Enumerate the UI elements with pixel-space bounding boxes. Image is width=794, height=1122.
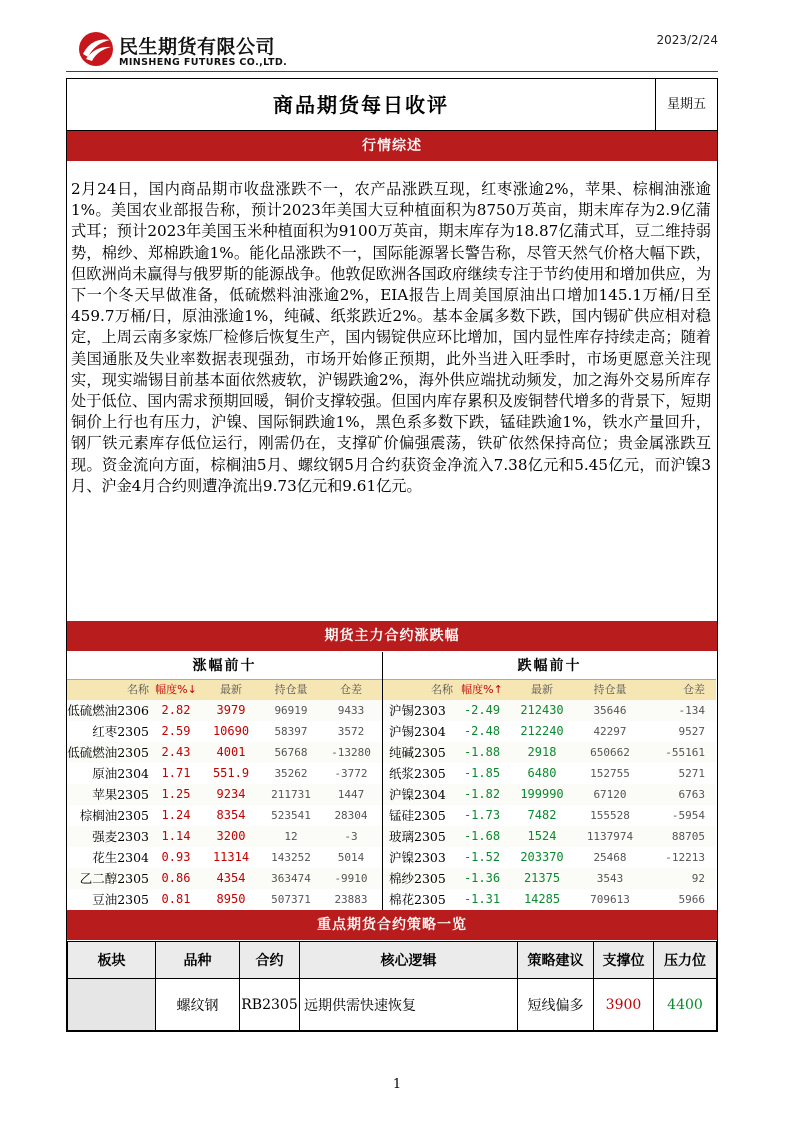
table-row — [67, 721, 382, 742]
contract-name: 棉花2305 — [389, 892, 446, 907]
contract-name: 沪镍2303 — [389, 850, 446, 865]
col-last: 最新 — [220, 683, 242, 696]
col-oi-diff: 仓差 — [340, 683, 362, 696]
page-number: 1 — [392, 1077, 402, 1092]
contract-name: 豆油2305 — [92, 892, 149, 907]
change-pct: 0.86 — [161, 871, 191, 885]
contract-name: 低硫燃油2306 — [67, 703, 149, 718]
last-price: 21375 — [523, 871, 561, 885]
gainers-table — [67, 652, 383, 910]
oi-diff: -55161 — [665, 746, 705, 759]
market-overview-text: 2月24日，国内商品期市收盘涨跌不一，农产品涨跌互现，红枣涨逾2%，苹果、棕榈油涨逾1%。美国农业部报告称，预计2023年美国大豆种植面积为8750万英亩，期末库存为2.9亿蒲式耳；预计2023年美国玉米种植面积为9100万英亩，期末库存为18.87亿蒲式耳，豆二维持弱势，棉纱、郑棉跌逾1%。能化品涨跌不一，国际能源署长警告称，尽管天然气价格大幅下跌，但欧洲尚未赢得与俄罗斯的能源战争。他敦促欧洲各国政府继续专注于节约使用和增加供应，为下一个冬天早做准备，低硫燃料油涨逾2%，EIA报告上周美国原油出口增加145.1万桶/日至459.7万桶/日，原油涨逾1%，纯碱、纸浆跌近2%。基本金属多数下跌，国内锡矿供应相对稳定，上周云南多家炼厂检修后恢复生产，国内锡锭供应环比增加，国内显性库存持续走高；随着美国通胀及失业率数据表现强劲，市场开始修正预期，此外当进入旺季时，市场更愿意关注现实，现实端锡目前基本面依然疲软，沪锡跌逾2%，海外供应端扰动频发，加之海外交易所库存处于低位、国内需求预期回暖，铜价支撑较强。但国内库存累积及废铜替代增多的背景下，短期铜价上行也有压力，沪镍、国际铜跌逾1%，黑色系多数下跌，锰硅跌逾1%，铁水产量回升，钢厂铁元素库存低位运行，刚需仍在，支撑矿价偏强震荡，铁矿依然保持高位；贵金属涨跌互现。资金流向方面，棕榈油5月、螺纹钢5月合约获资金净流入7.38亿元和5.45亿元，而沪镍3月、沪金4月合约则遭净流出9.73亿元和9.61亿元。 — [71, 180, 711, 495]
open-interest: 363474 — [271, 872, 311, 885]
change-pct: 0.93 — [161, 850, 191, 864]
open-interest: 155528 — [590, 809, 630, 822]
report-weekday: 星期五 — [655, 79, 717, 131]
oi-diff: 3572 — [337, 725, 365, 738]
change-pct: 1.71 — [161, 766, 191, 780]
contract-name: 玻璃2305 — [389, 829, 446, 844]
contract-cell: RB2305 — [240, 979, 300, 1031]
strategy-row — [68, 979, 717, 1031]
last-price: 4001 — [216, 745, 246, 759]
oi-diff: 5271 — [678, 767, 705, 780]
contract-name: 红枣2305 — [92, 724, 149, 739]
strategy-header-row — [68, 942, 717, 979]
col-advice: 策略建议 — [518, 942, 594, 979]
table-row — [383, 784, 716, 805]
open-interest: 12 — [284, 830, 298, 843]
table-row — [383, 700, 716, 721]
col-change: 幅度%↓ — [155, 683, 197, 696]
col-core-logic: 核心逻辑 — [300, 942, 518, 979]
last-price: 6480 — [527, 766, 557, 780]
oi-diff: 5014 — [337, 851, 365, 864]
table-row — [67, 826, 382, 847]
last-price: 9234 — [216, 787, 246, 801]
overview-heading: 行情综述 — [67, 131, 717, 161]
last-price: 4354 — [216, 871, 246, 885]
table-row — [383, 889, 716, 910]
table-row — [383, 763, 716, 784]
oi-diff: -12213 — [665, 851, 705, 864]
oi-diff: -3 — [344, 830, 358, 843]
last-price: 203370 — [520, 850, 564, 864]
oi-diff: -134 — [678, 704, 705, 717]
change-pct: 1.24 — [161, 808, 191, 822]
change-pct: 2.82 — [161, 703, 191, 717]
change-pct: -2.49 — [463, 703, 501, 717]
gainers-title: 涨幅前十 — [67, 652, 382, 680]
last-price: 3200 — [216, 829, 246, 843]
contract-name: 沪锡2304 — [389, 724, 446, 739]
change-pct: -1.52 — [463, 850, 501, 864]
last-price: 1524 — [527, 829, 557, 843]
support-cell: 3900 — [594, 979, 654, 1031]
open-interest: 42297 — [593, 725, 627, 738]
change-pct: -1.85 — [463, 766, 501, 780]
report-date: 2023/2/24 — [656, 33, 718, 47]
open-interest: 3543 — [596, 872, 624, 885]
open-interest: 96919 — [274, 704, 308, 717]
strategy-heading: 重点期货合约策略一览 — [67, 910, 717, 940]
oi-diff: 9527 — [678, 725, 705, 738]
company-logo — [77, 30, 317, 72]
col-open-interest: 持仓量 — [274, 683, 308, 696]
contract-name: 原油2304 — [92, 766, 149, 781]
contract-name: 强麦2303 — [92, 829, 149, 844]
last-price: 11314 — [212, 850, 250, 864]
core-logic-cell: 远期供需快速恢复 — [300, 979, 518, 1031]
col-open-interest: 持仓量 — [593, 683, 627, 696]
contract-name: 苹果2305 — [92, 787, 149, 802]
last-price: 8354 — [216, 808, 246, 822]
oi-diff: -3772 — [334, 767, 368, 780]
contract-name: 花生2304 — [92, 850, 149, 865]
variety-cell: 螺纹钢 — [156, 979, 240, 1031]
oi-diff: 1447 — [337, 788, 365, 801]
col-support: 支撑位 — [594, 942, 654, 979]
change-pct: -1.88 — [463, 745, 501, 759]
report-frame — [66, 78, 718, 1032]
contract-name: 棉纱2305 — [389, 871, 446, 886]
oi-diff: 92 — [691, 872, 705, 885]
open-interest: 152755 — [590, 767, 630, 780]
strategy-table — [67, 941, 717, 1031]
gainers-rows — [67, 700, 382, 910]
change-pct: 0.81 — [161, 892, 191, 906]
open-interest: 650662 — [590, 746, 630, 759]
contract-name: 乙二醇2305 — [79, 871, 149, 886]
contract-name: 棕榈油2305 — [79, 808, 149, 823]
table-row — [67, 763, 382, 784]
last-price: 212240 — [520, 724, 564, 738]
table-row — [383, 742, 716, 763]
table-row — [67, 742, 382, 763]
losers-column-header — [383, 680, 716, 700]
oi-diff: -9910 — [334, 872, 368, 885]
change-pct: -1.36 — [463, 871, 501, 885]
open-interest: 58397 — [274, 725, 308, 738]
table-row — [383, 826, 716, 847]
oi-diff: -5954 — [671, 809, 705, 822]
oi-diff: 5966 — [678, 893, 705, 906]
oi-diff: 6763 — [678, 788, 705, 801]
last-price: 7482 — [527, 808, 557, 822]
oi-diff: 9433 — [337, 704, 365, 717]
oi-diff: -13280 — [331, 746, 371, 759]
table-row — [383, 868, 716, 889]
last-price: 14285 — [523, 892, 561, 906]
change-pct: -1.73 — [463, 808, 501, 822]
open-interest: 35646 — [593, 704, 627, 717]
open-interest: 1137974 — [586, 830, 634, 843]
last-price: 199990 — [520, 787, 564, 801]
table-row — [383, 805, 716, 826]
last-price: 10690 — [212, 724, 250, 738]
losers-table — [383, 652, 716, 910]
change-pct: -2.48 — [463, 724, 501, 738]
open-interest: 56768 — [274, 746, 308, 759]
last-price: 3979 — [216, 703, 246, 717]
last-price: 212430 — [520, 703, 564, 717]
table-row — [383, 847, 716, 868]
advice-cell: 短线偏多 — [518, 979, 594, 1031]
pressure-cell: 4400 — [654, 979, 717, 1031]
open-interest: 709613 — [590, 893, 630, 906]
losers-rows — [383, 700, 716, 910]
contract-name: 锰硅2305 — [389, 808, 446, 823]
contract-name: 纸浆2305 — [389, 766, 446, 781]
open-interest: 507371 — [271, 893, 311, 906]
ranking-heading: 期货主力合约涨跌幅 — [67, 621, 717, 651]
table-row — [383, 721, 716, 742]
col-variety: 品种 — [156, 942, 240, 979]
change-pct: -1.68 — [463, 829, 501, 843]
logo-english-name: MINSHENG FUTURES CO.,LTD. — [119, 57, 288, 68]
contract-name: 低硫燃油2305 — [67, 745, 149, 760]
open-interest: 211731 — [271, 788, 311, 801]
change-pct: 1.14 — [161, 829, 191, 843]
oi-diff: 23883 — [334, 893, 368, 906]
contract-name: 纯碱2305 — [389, 745, 446, 760]
table-row — [67, 700, 382, 721]
change-pct: 2.43 — [161, 745, 191, 759]
col-name: 名称 — [431, 683, 453, 696]
open-interest: 523541 — [271, 809, 311, 822]
open-interest: 35262 — [274, 767, 308, 780]
change-pct: 2.59 — [161, 724, 191, 738]
change-pct: -1.31 — [463, 892, 501, 906]
col-pressure: 压力位 — [654, 942, 717, 979]
last-price: 2918 — [527, 745, 557, 759]
contract-name: 沪锡2303 — [389, 703, 446, 718]
col-change: 幅度%↑ — [461, 683, 503, 696]
col-sector: 板块 — [68, 942, 156, 979]
contract-name: 沪镍2304 — [389, 787, 446, 802]
col-name: 名称 — [127, 683, 149, 696]
losers-title: 跌幅前十 — [383, 652, 716, 680]
oi-diff: 28304 — [334, 809, 368, 822]
col-last: 最新 — [531, 683, 553, 696]
minsheng-logo-icon — [77, 30, 115, 68]
title-bar — [67, 79, 717, 131]
change-pct: -1.82 — [463, 787, 501, 801]
table-row — [67, 868, 382, 889]
oi-diff: 88705 — [671, 830, 705, 843]
sector-cell — [68, 979, 156, 1031]
table-row — [67, 784, 382, 805]
last-price: 551.9 — [212, 766, 250, 780]
report-title: 商品期货每日收评 — [273, 93, 449, 117]
logo-chinese-name: 民生期货有限公司 — [119, 36, 276, 58]
open-interest: 67120 — [593, 788, 627, 801]
col-contract: 合约 — [240, 942, 300, 979]
gainers-column-header — [67, 680, 382, 700]
last-price: 8950 — [216, 892, 246, 906]
header-divider — [66, 71, 718, 72]
table-row — [67, 805, 382, 826]
open-interest: 25468 — [593, 851, 627, 864]
open-interest: 143252 — [271, 851, 311, 864]
col-oi-diff: 仓差 — [683, 683, 705, 696]
change-pct: 1.25 — [161, 787, 191, 801]
table-row — [67, 889, 382, 910]
table-row — [67, 847, 382, 868]
